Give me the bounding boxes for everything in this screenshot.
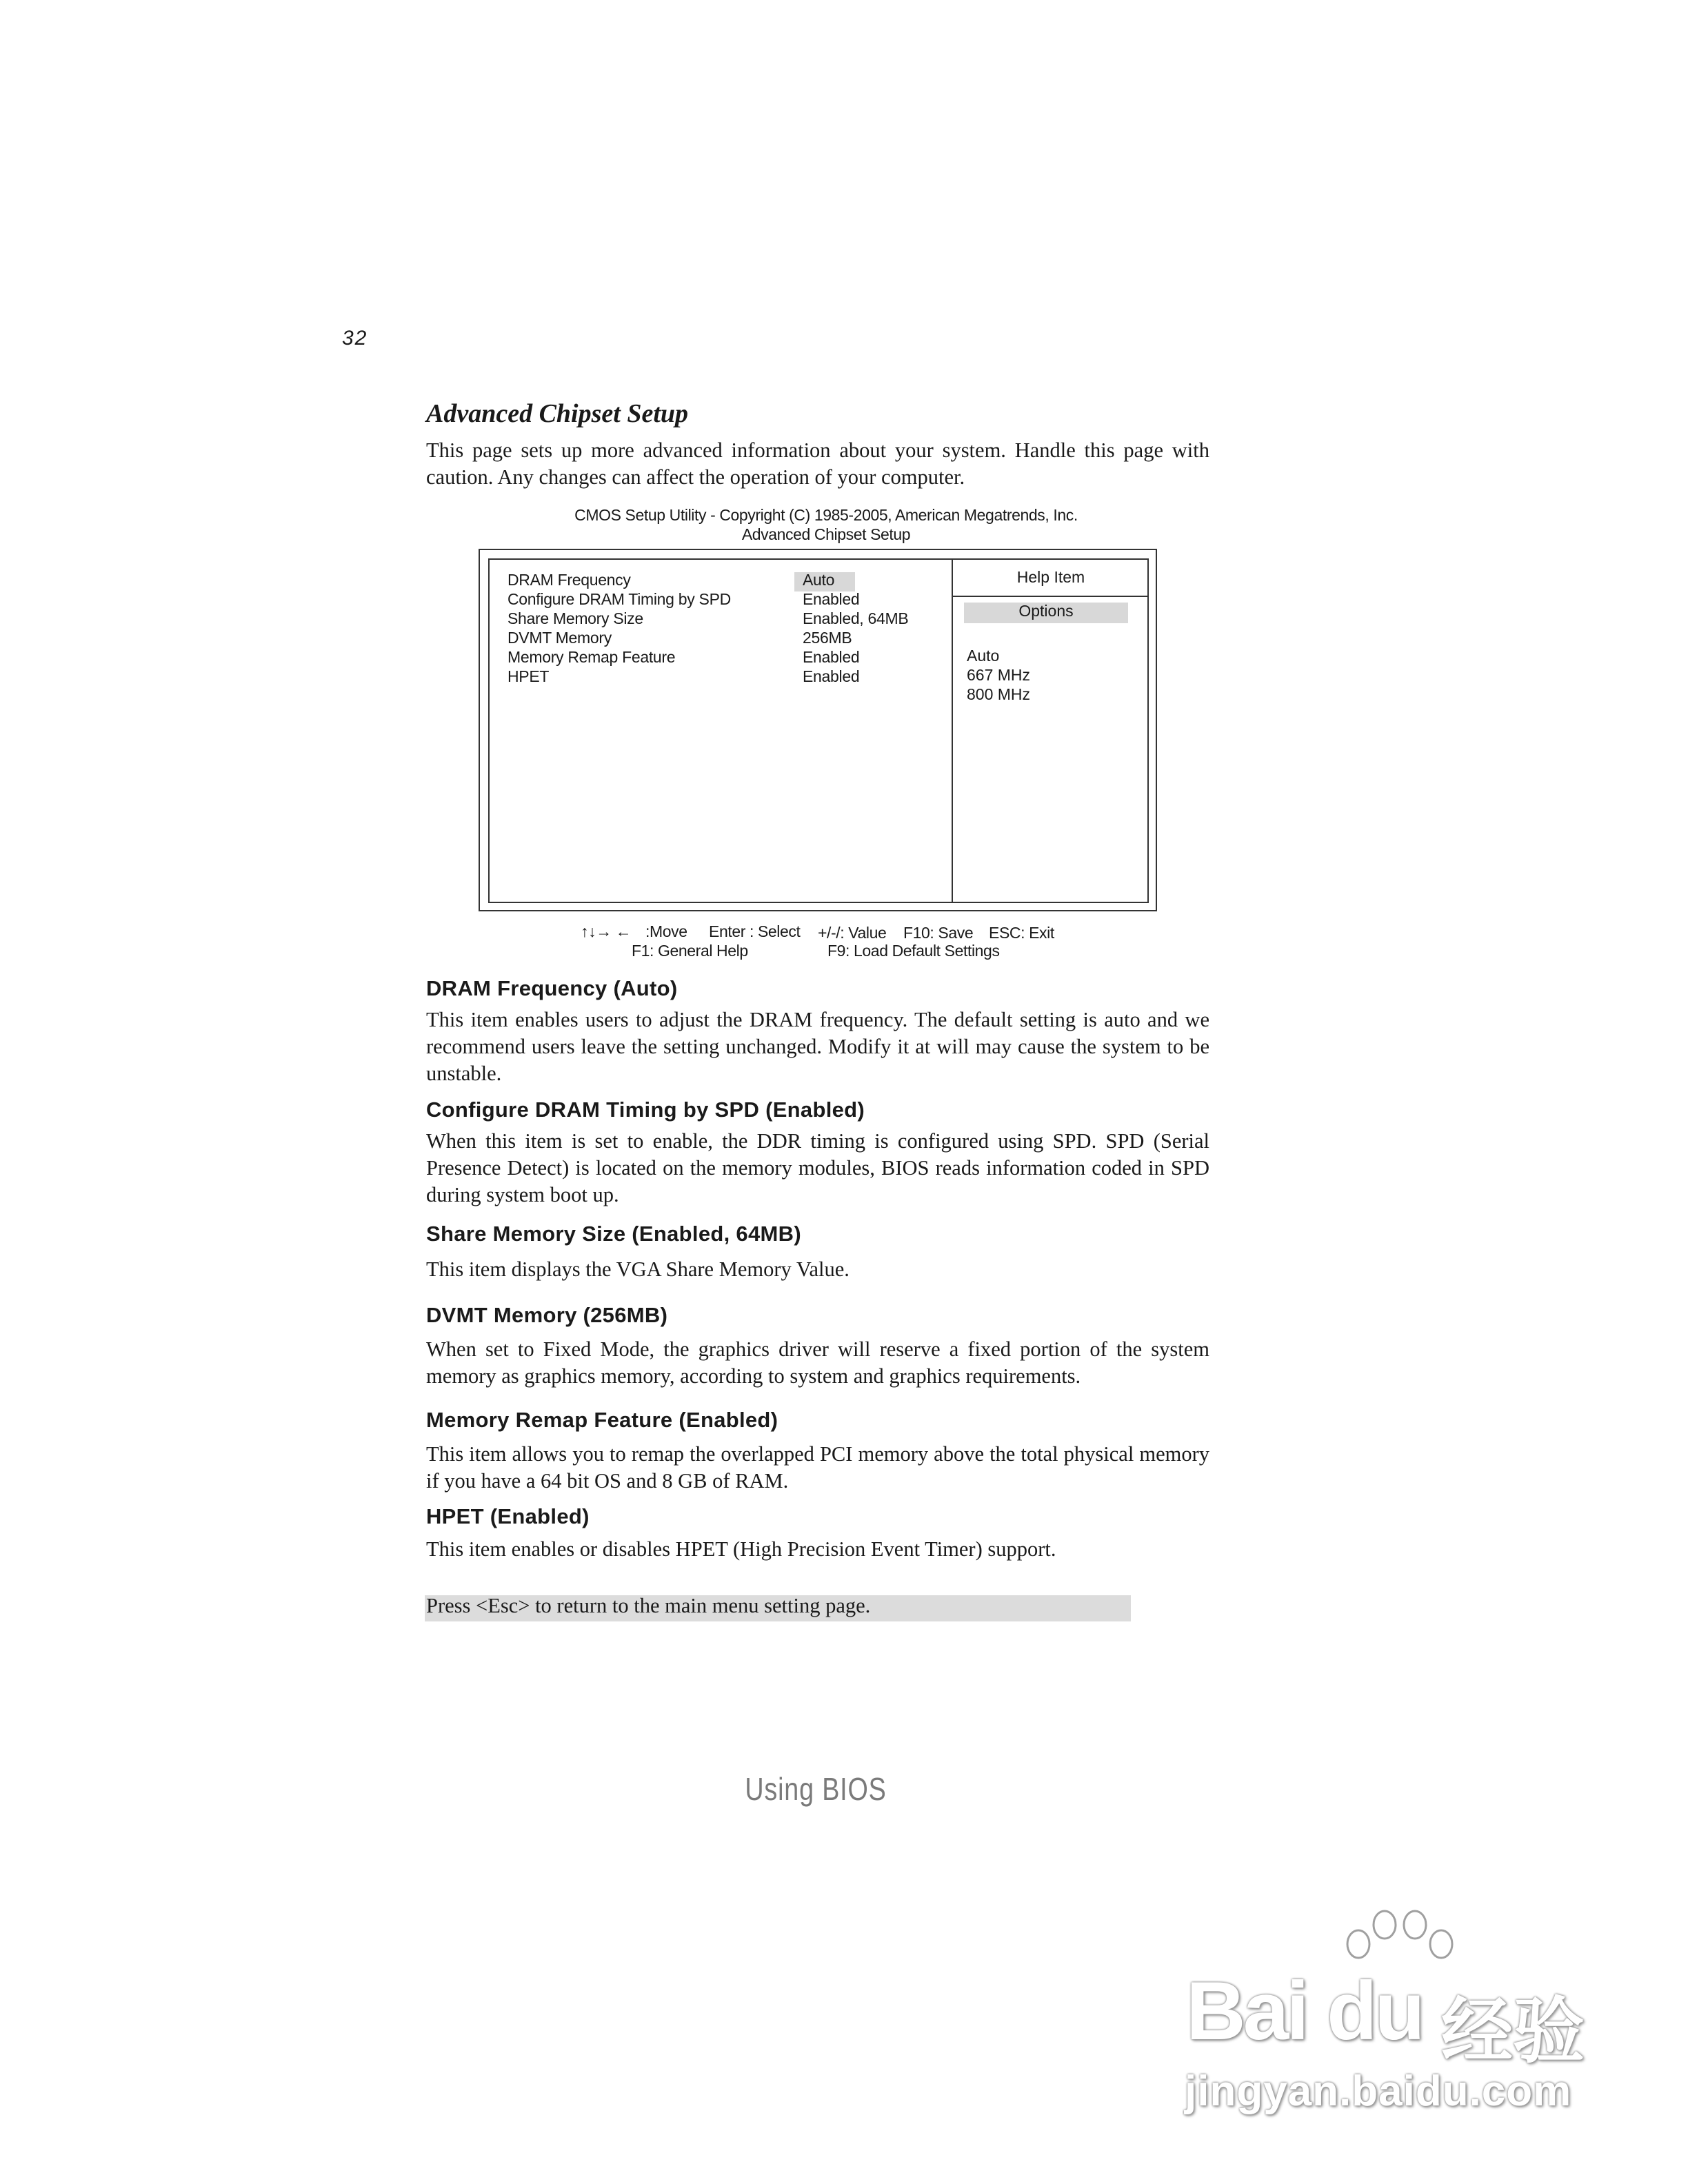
- bios-row-label-memory-remap[interactable]: Memory Remap Feature: [508, 648, 676, 666]
- bios-row-label-dram-frequency[interactable]: DRAM Frequency: [508, 571, 631, 589]
- watermark-baidu: Bai du: [1186, 1965, 1423, 2057]
- heading-dram-frequency: DRAM Frequency (Auto): [426, 976, 678, 1000]
- text-dram-timing: When this item is set to enable, the DDR timing is configured using SPD. SPD (Serial Presence Detect) is located on the memory modules, BIOS reads information coded in SPD during system boot up.: [426, 1129, 1209, 1206]
- bios-row-value-dvmt-memory[interactable]: 256MB: [803, 629, 852, 647]
- page-number: 32: [342, 327, 368, 350]
- key-move: :Move: [645, 922, 687, 940]
- bios-column-divider: [952, 558, 953, 903]
- help-item-title: Help Item: [1016, 568, 1085, 586]
- page-footer: Using BIOS: [745, 1771, 887, 1807]
- bios-row-label-share-memory[interactable]: Share Memory Size: [508, 609, 643, 627]
- heading-hpet: HPET (Enabled): [426, 1504, 590, 1528]
- option-auto[interactable]: Auto: [967, 647, 1000, 665]
- intro-paragraph: This page sets up more advanced information about your system. Handle this page with caution. Any changes can affect the operation of your computer.: [426, 438, 1209, 489]
- options-header-label: Options: [1018, 602, 1074, 620]
- bios-row-value-memory-remap[interactable]: Enabled: [803, 648, 860, 666]
- heading-memory-remap: Memory Remap Feature (Enabled): [426, 1408, 778, 1432]
- option-800mhz[interactable]: 800 MHz: [967, 685, 1031, 703]
- bios-row-value-hpet[interactable]: Enabled: [803, 667, 860, 685]
- key-value: +/-/: Value: [818, 924, 887, 942]
- bios-row-label-dram-timing[interactable]: Configure DRAM Timing by SPD: [508, 590, 731, 608]
- bios-row-label-hpet[interactable]: HPET: [508, 667, 550, 685]
- press-esc-note: Press <Esc> to return to the main menu setting page.: [426, 1594, 871, 1617]
- help-header-divider: [952, 596, 1149, 597]
- watermark-url: jingyan.baidu.com: [1185, 2067, 1572, 2115]
- heading-dram-timing: Configure DRAM Timing by SPD (Enabled): [426, 1098, 865, 1122]
- heading-share-memory: Share Memory Size (Enabled, 64MB): [426, 1222, 801, 1246]
- watermark-jingyan: 经验: [1441, 1992, 1585, 2072]
- baidu-paw-icon: [1331, 1910, 1469, 1972]
- arrow-keys-icon: ↑↓→ ←: [581, 922, 632, 940]
- bios-caption-copyright: CMOS Setup Utility - Copyright (C) 1985-2005, American Megatrends, Inc.: [574, 506, 1078, 524]
- text-dram-frequency: This item enables users to adjust the DRAM frequency. The default setting is auto and we recommend users leave the setting unchanged. Modify it at will may cause the system to be unstable.: [426, 1008, 1209, 1085]
- bios-row-label-dvmt-memory[interactable]: DVMT Memory: [508, 629, 612, 647]
- text-share-memory: This item displays the VGA Share Memory Value.: [426, 1257, 850, 1281]
- key-load-defaults: F9: Load Default Settings: [827, 942, 1000, 960]
- bios-row-value-dram-frequency[interactable]: Auto: [803, 571, 835, 589]
- text-hpet: This item enables or disables HPET (High Precision Event Timer) support.: [426, 1537, 1056, 1561]
- option-667mhz[interactable]: 667 MHz: [967, 666, 1031, 684]
- key-save: F10: Save: [903, 924, 974, 942]
- bios-row-value-dram-timing[interactable]: Enabled: [803, 590, 860, 608]
- text-memory-remap: This item allows you to remap the overlapped PCI memory above the total physical memory if you have a 64 bit OS and 8 GB of RAM.: [426, 1442, 1209, 1493]
- section-title: Advanced Chipset Setup: [426, 399, 689, 428]
- key-general-help: F1: General Help: [632, 942, 748, 960]
- key-exit: ESC: Exit: [989, 924, 1054, 942]
- text-dvmt-memory: When set to Fixed Mode, the graphics driver will reserve a fixed portion of the system memory as graphics memory, according to system and graphics requirements.: [426, 1337, 1209, 1388]
- bios-caption-title: Advanced Chipset Setup: [741, 525, 911, 543]
- bios-row-value-share-memory[interactable]: Enabled, 64MB: [803, 609, 909, 627]
- key-enter-select: Enter : Select: [709, 922, 801, 940]
- heading-dvmt-memory: DVMT Memory (256MB): [426, 1303, 668, 1327]
